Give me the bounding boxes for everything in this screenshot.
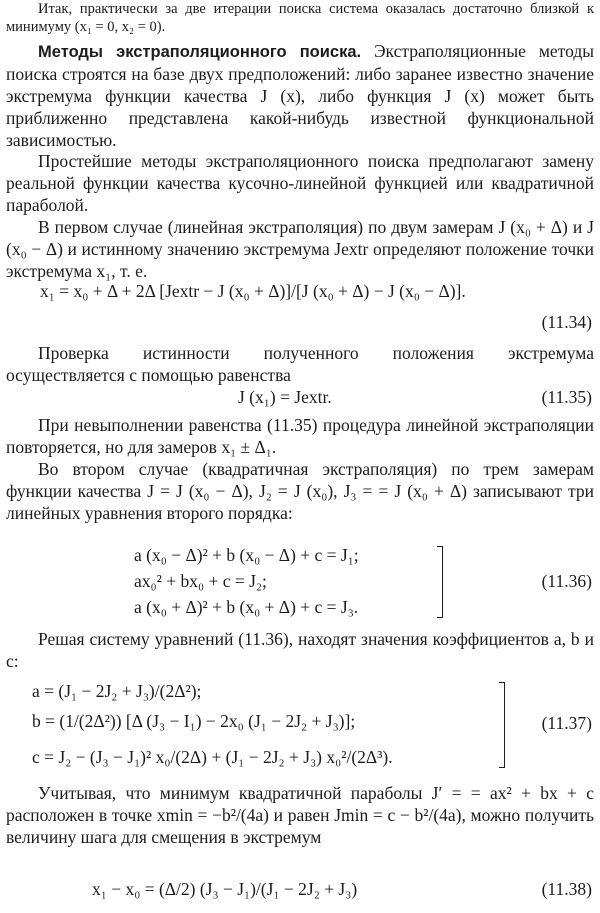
equation-11-34: x₁ = x₀ + Δ + 2Δ [Jextr − J (x₀ + Δ)]/[J (x₀ + Δ) − J (x₀ − Δ)]. <box>40 281 466 301</box>
paragraph-simplest: Простейшие методы экстраполяционного поиска предполагают замену реальной функции качества кусочно-линейной функцией или квадратичной параболой. <box>6 151 594 215</box>
system-11-36-line-3: a (x₀ + Δ)² + b (x₀ + Δ) + c = J₃. <box>134 597 359 617</box>
system-11-37-line-2: b = (1/(2Δ²)) [Δ (J₃ − I₁) − 2x₀ (J₁ − 2J₂ + J₃)]; <box>32 711 356 731</box>
system-11-36-brace <box>432 546 443 618</box>
equation-11-35: J (x₁) = Jextr. <box>238 387 332 407</box>
equation-number-11-34: (11.34) <box>541 312 592 332</box>
system-11-37-line-1: a = (J₁ − 2J₂ + J₃)/(2Δ²); <box>32 681 202 701</box>
system-11-37-brace <box>494 682 505 768</box>
paragraph-check: Проверка истинности полученного положения экстремума осуществляется с помощью равенства <box>6 343 594 385</box>
equation-11-38: x₁ − x₀ = (Δ/2) (J₃ − J₁)/(J₁ − 2J₂ + J₃) <box>92 879 358 899</box>
paragraph-quadratic: Во втором случае (квадратичная экстраполяция) по трем замерам функции качества J = J (x₀ − Δ), J₂ = J (x₀), J₃ = = J (x₀ + Δ) записывают три линейных уравнения второго порядка: <box>6 459 594 523</box>
equation-number-11-36: (11.36) <box>541 571 592 591</box>
system-11-37-line-3: c = J₂ − (J₃ − J₁)² x₀/(2Δ) + (J₁ − 2J₂ + J₃) x₀²/(2Δ³). <box>32 747 393 767</box>
equation-number-11-35: (11.35) <box>541 387 592 407</box>
paragraph-repeat: При невыполнении равенства (11.35) процедура линейной экстраполяции повторяется, но для замеров x₁ ± Δ₁. <box>6 415 594 457</box>
paragraph-intro: Итак, практически за две итерации поиска система оказалась достаточно близкой к минимуму (x₁ = 0, x₂ = 0). <box>6 1 594 35</box>
paragraph-methods: Методы экстраполяционного поиска. Экстраполяционные методы поиска строятся на базе двух предположений: либо заранее известно значение экстремума функции качества J (x), либо функция J (x) может быть приближенно представлена какой-нибудь известной функциональной зависимостью. <box>6 41 594 150</box>
paragraph-minimum: Учитывая, что минимум квадратичной параболы J′ = = ax² + bx + c расположен в точке xmin = −b²/(4a) и равен Jmin = c − b²/(4a), можно получить величину шага для смещения в экстремум <box>6 783 594 847</box>
system-11-36-line-1: a (x₀ − Δ)² + b (x₀ − Δ) + c = J₁; <box>134 545 359 565</box>
equation-number-11-37: (11.37) <box>541 713 592 733</box>
paragraph-solve: Решая систему уравнений (11.36), находят значения коэффициентов a, b и c: <box>6 629 594 671</box>
section-title: Методы экстраполяционного поиска. <box>38 43 362 61</box>
paragraph-linear: В первом случае (линейная экстраполяция) по двум замерам J (x₀ + Δ) и J (x₀ − Δ) и истинному значению экстремума Jextr определяют положение точки экстремума x₁, т. е. <box>6 217 594 281</box>
system-11-36-line-2: ax₀² + bx₀ + c = J₂; <box>134 571 267 591</box>
equation-number-11-38: (11.38) <box>541 879 592 899</box>
